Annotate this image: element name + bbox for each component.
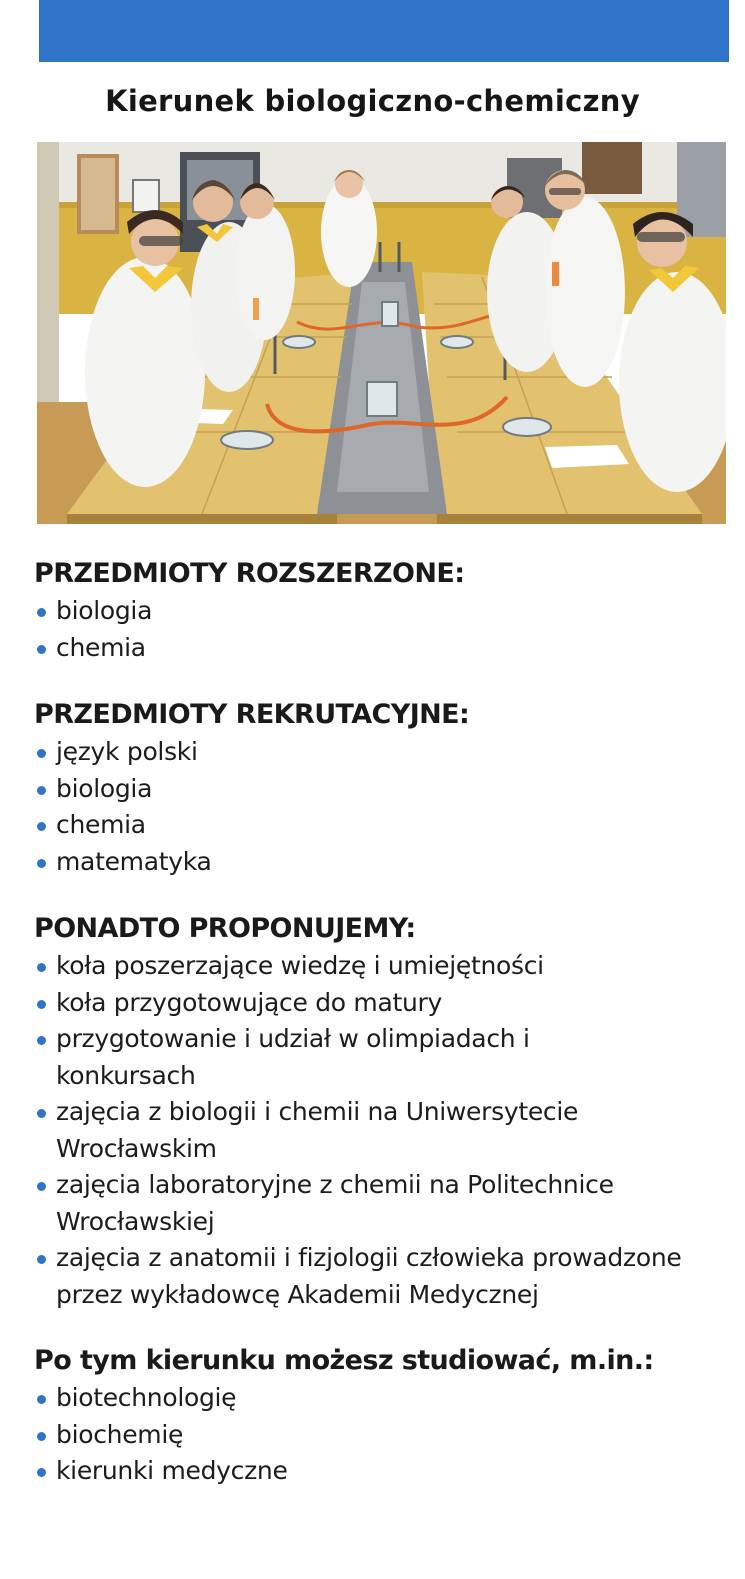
studies-list [34,1380,734,1490]
list-item: zajęcia z anatomii i fizjologii człowieka prowadzone przez wykładowcę Akademii Medycznej [34,1240,734,1313]
offer-heading: PONADTO PROPONUJEMY: [34,913,416,944]
studies-section [34,1344,734,1490]
top-accent-bar [39,0,729,62]
recruitment-subjects-list [34,734,734,880]
list-item: chemia [34,630,734,667]
list-item: matematyka [34,844,734,881]
list-item: zajęcia z biologii i chemii na Uniwersytecie Wrocławskim [34,1094,656,1167]
list-item: język polski [34,734,734,771]
list-item: koła poszerzające wiedzę i umiejętności [34,948,734,985]
list-item: biologia [34,771,734,808]
list-item: przygotowanie i udział w olimpiadach i konkursach [34,1021,576,1094]
laboratory-photo [37,142,726,524]
offer-list [34,948,734,1313]
extended-subjects-list [34,593,734,666]
offer-section [34,912,734,1313]
recruitment-subjects-section [34,698,734,880]
extended-subjects-section [34,557,734,666]
list-item: zajęcia laboratoryjne z chemii na Politechnice Wrocławskiej [34,1167,686,1240]
extended-subjects-heading: PRZEDMIOTY ROZSZERZONE: [34,558,465,589]
page-title: Kierunek biologiczno-chemiczny [105,84,640,118]
list-item: kierunki medyczne [34,1453,734,1490]
list-item: biologia [34,593,734,630]
recruitment-subjects-heading: PRZEDMIOTY REKRUTACYJNE: [34,699,470,730]
list-item: koła przygotowujące do matury [34,985,734,1022]
list-item: chemia [34,807,734,844]
list-item: biotechnologię [34,1380,734,1417]
studies-heading: Po tym kierunku możesz studiować, m.in.: [34,1345,654,1376]
list-item: biochemię [34,1417,734,1454]
